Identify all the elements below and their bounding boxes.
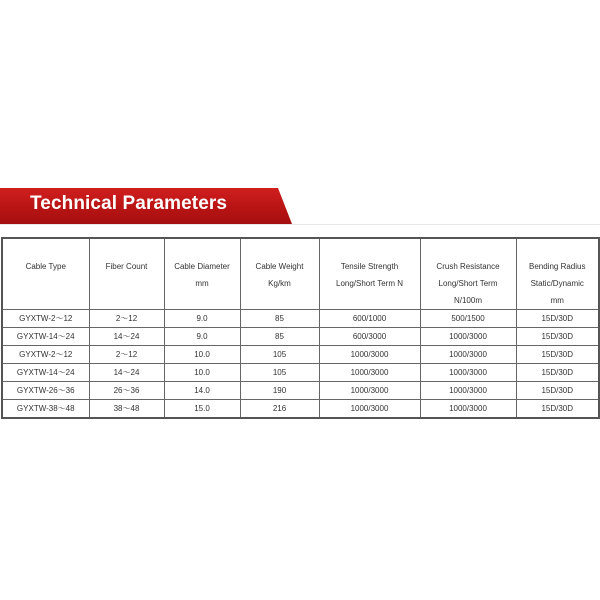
cell-crush-resistance: 500/1500 (420, 310, 516, 328)
table-row (2, 328, 599, 346)
cell-fiber-count: 14～24 (89, 328, 164, 346)
cell-cable-weight: 85 (240, 328, 319, 346)
cell-cable-type: GYXTW-2～12 (2, 310, 89, 328)
cell-cable-type: GYXTW-14～24 (2, 328, 89, 346)
cell-crush-resistance: 1000/3000 (420, 382, 516, 400)
cell-cable-type: GYXTW-38～48 (2, 400, 89, 419)
cell-fiber-count: 26～36 (89, 382, 164, 400)
table-row (2, 400, 599, 419)
header-cable-weight: Cable Weight Kg/km (240, 238, 319, 310)
header-crush-resistance: Crush Resistance Long/Short Term N/100m (420, 238, 516, 310)
header-fiber-count: Fiber Count (89, 238, 164, 310)
cell-cable-diameter: 15.0 (164, 400, 240, 419)
cell-cable-diameter: 10.0 (164, 346, 240, 364)
cell-tensile-strength: 1000/3000 (319, 364, 420, 382)
cell-cable-weight: 105 (240, 346, 319, 364)
cell-cable-weight: 105 (240, 364, 319, 382)
cell-bending-radius: 15D/30D (516, 328, 599, 346)
cell-cable-diameter: 9.0 (164, 310, 240, 328)
cell-tensile-strength: 600/3000 (319, 328, 420, 346)
cell-fiber-count: 2～12 (89, 310, 164, 328)
cell-cable-weight: 216 (240, 400, 319, 419)
table-header-row (2, 238, 599, 310)
section-title: Technical Parameters (30, 193, 228, 214)
table-row (2, 346, 599, 364)
cell-fiber-count: 14～24 (89, 364, 164, 382)
header-tensile-strength: Tensile Strength Long/Short Term N (319, 238, 420, 310)
cell-cable-type: GYXTW-2～12 (2, 346, 89, 364)
banner-divider (0, 224, 600, 225)
table-row (2, 364, 599, 382)
cell-crush-resistance: 1000/3000 (420, 364, 516, 382)
table-row (2, 310, 599, 328)
cell-cable-diameter: 14.0 (164, 382, 240, 400)
cell-cable-diameter: 10.0 (164, 364, 240, 382)
cell-bending-radius: 15D/30D (516, 310, 599, 328)
cell-crush-resistance: 1000/3000 (420, 346, 516, 364)
cell-tensile-strength: 600/1000 (319, 310, 420, 328)
table-row (2, 382, 599, 400)
cell-fiber-count: 38～48 (89, 400, 164, 419)
cell-bending-radius: 15D/30D (516, 364, 599, 382)
cell-tensile-strength: 1000/3000 (319, 346, 420, 364)
cell-bending-radius: 15D/30D (516, 346, 599, 364)
cell-bending-radius: 15D/30D (516, 382, 599, 400)
header-cable-type: Cable Type (2, 238, 89, 310)
cell-tensile-strength: 1000/3000 (319, 382, 420, 400)
cell-cable-weight: 190 (240, 382, 319, 400)
cell-crush-resistance: 1000/3000 (420, 400, 516, 419)
header-bending-radius: Bending Radius Static/Dynamic mm (516, 238, 599, 310)
header-cable-diameter: Cable Diameter mm (164, 238, 240, 310)
cell-crush-resistance: 1000/3000 (420, 328, 516, 346)
cell-cable-diameter: 9.0 (164, 328, 240, 346)
cell-cable-type: GYXTW-26～36 (2, 382, 89, 400)
technical-parameters-table (1, 237, 600, 419)
cell-cable-weight: 85 (240, 310, 319, 328)
cell-cable-type: GYXTW-14～24 (2, 364, 89, 382)
cell-bending-radius: 15D/30D (516, 400, 599, 419)
cell-tensile-strength: 1000/3000 (319, 400, 420, 419)
cell-fiber-count: 2～12 (89, 346, 164, 364)
